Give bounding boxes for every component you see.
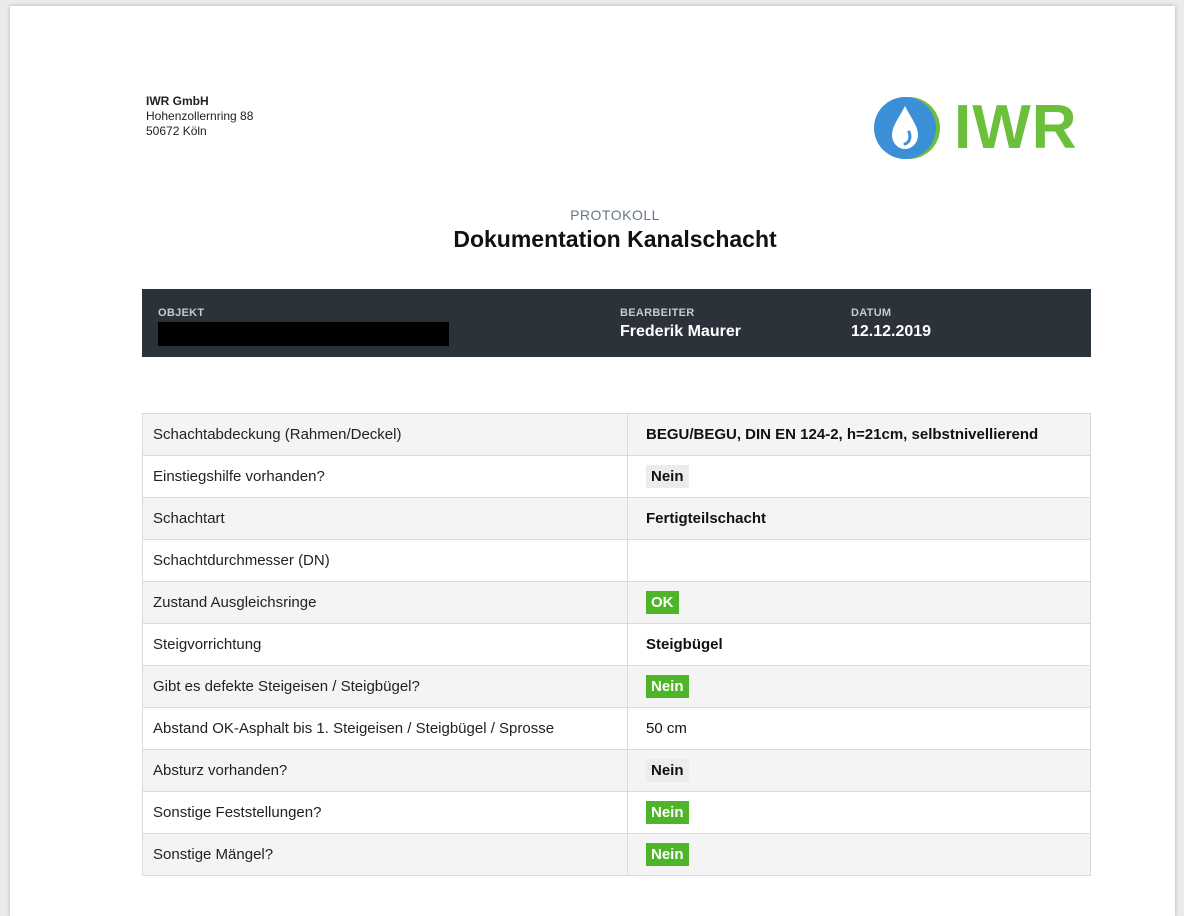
row-value-cell <box>628 414 1091 456</box>
company-logo <box>872 94 1078 162</box>
row-label: Abstand OK-Asphalt bis 1. Steigeisen / Steigbügel / Sprosse <box>143 708 628 750</box>
status-badge: Nein <box>646 465 689 488</box>
row-label: Schachtabdeckung (Rahmen/Deckel) <box>143 414 628 456</box>
row-value-cell <box>628 792 1091 834</box>
table-row <box>143 666 1091 708</box>
row-value-cell <box>628 624 1091 666</box>
date-label: DATUM <box>851 307 892 319</box>
meta-date <box>851 307 931 341</box>
row-label: Steigvorrichtung <box>143 624 628 666</box>
row-value-cell <box>628 750 1091 792</box>
company-address <box>146 94 253 139</box>
row-value: BEGU/BEGU, DIN EN 124-2, h=21cm, selbstnivellierend <box>646 426 1039 443</box>
row-label: Sonstige Mängel? <box>143 834 628 876</box>
row-label: Gibt es defekte Steigeisen / Steigbügel? <box>143 666 628 708</box>
water-drop-icon <box>872 94 940 162</box>
row-value: Fertigteilschacht <box>646 510 767 527</box>
row-label: Einstiegshilfe vorhanden? <box>143 456 628 498</box>
row-value-cell <box>628 456 1091 498</box>
document-kicker: PROTOKOLL <box>570 207 660 223</box>
company-name: IWR GmbH <box>146 94 209 108</box>
table-row <box>143 624 1091 666</box>
table-row <box>143 498 1091 540</box>
table-row <box>143 582 1091 624</box>
row-label: Schachtart <box>143 498 628 540</box>
logo-wordmark: IWR <box>954 93 1078 162</box>
row-value-cell <box>628 708 1091 750</box>
object-redacted-value <box>158 322 449 346</box>
table-row <box>143 708 1091 750</box>
row-value: 50 cm <box>646 720 687 737</box>
inspection-table <box>142 413 1091 876</box>
row-value: Steigbügel <box>646 636 723 653</box>
row-value-cell <box>628 540 1091 582</box>
row-label: Schachtdurchmesser (DN) <box>143 540 628 582</box>
status-badge: Nein <box>646 675 689 698</box>
company-street: Hohenzollernring 88 <box>146 109 254 123</box>
row-label: Zustand Ausgleichsringe <box>143 582 628 624</box>
row-label: Absturz vorhanden? <box>143 750 628 792</box>
meta-header-bar <box>142 289 1091 357</box>
table-row <box>143 834 1091 876</box>
row-label: Sonstige Feststellungen? <box>143 792 628 834</box>
table-row <box>143 456 1091 498</box>
status-badge: Nein <box>646 843 689 866</box>
company-city: 50672 Köln <box>146 124 207 138</box>
meta-editor <box>620 307 741 341</box>
table-row <box>143 540 1091 582</box>
document-page <box>10 6 1175 916</box>
row-value-cell <box>628 498 1091 540</box>
status-badge: Nein <box>646 759 689 782</box>
row-value-cell <box>628 834 1091 876</box>
status-badge: Nein <box>646 801 689 824</box>
editor-label: BEARBEITER <box>620 307 695 319</box>
document-title: Dokumentation Kanalschacht <box>453 226 777 252</box>
row-value-cell <box>628 666 1091 708</box>
meta-object <box>158 307 449 346</box>
status-badge: OK <box>646 591 679 614</box>
editor-value: Frederik Maurer <box>620 323 741 340</box>
date-value: 12.12.2019 <box>851 323 932 340</box>
row-value-cell <box>628 582 1091 624</box>
table-row <box>143 414 1091 456</box>
object-label: OBJEKT <box>158 307 205 319</box>
table-row <box>143 750 1091 792</box>
table-row <box>143 792 1091 834</box>
